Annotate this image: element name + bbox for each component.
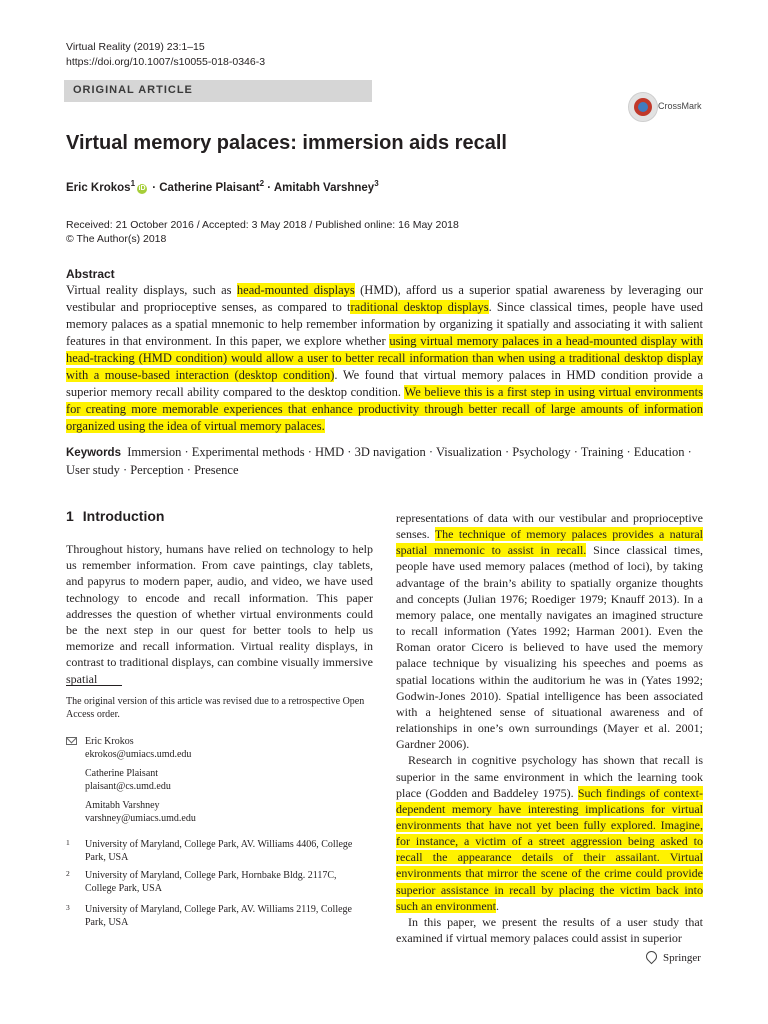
contact-block bbox=[85, 767, 171, 793]
highlighted-text[interactable]: using virtual memory palaces in a head-mounted display with head-tracking (HMD condition) would allow a user to better recall information than when using a traditional desktop display with a mouse-based interaction (desktop condition) bbox=[66, 334, 703, 382]
author-name[interactable]: Catherine Plaisant bbox=[159, 181, 260, 194]
affiliation-marker: 1 bbox=[130, 179, 136, 188]
crossmark-label: CrossMark bbox=[658, 101, 702, 111]
affiliation-number: 2 bbox=[66, 869, 70, 878]
section-number: 1 bbox=[66, 508, 74, 524]
contact-email[interactable]: varshney@umiacs.umd.edu bbox=[85, 813, 196, 824]
body-text: Research in cognitive psychology has shown that recall is superior in the same environment in which the learning took place (Godden and Baddeley 1975). bbox=[396, 753, 703, 800]
affiliation: University of Maryland, College Park, AV. Williams 2119, College Park, USA bbox=[85, 904, 352, 928]
footnote-divider bbox=[66, 685, 122, 686]
intro-paragraph: Throughout history, humans have relied on technology to help us remember information. From cave paintings, clay tablets, and papyrus to modern paper, audio, and video, we have used technology to encode and recall information. This paper addresses the question of whether virtual environments could be the next step in our quest for better tools to help us memorize and recall information. Virtual reality displays, in contrast to traditional displays, can combine visually immersive spatial bbox=[66, 542, 373, 686]
contact-email[interactable]: plaisant@cs.umd.edu bbox=[85, 781, 171, 792]
abstract-text: (HMD), afford us a superior spatial awareness by leveraging our vestibular and proprioceptive senses, as compared to t bbox=[66, 283, 703, 314]
body-text: representations of data with our vestibular and proprioceptive senses. bbox=[396, 511, 703, 542]
crossmark-icon bbox=[628, 92, 658, 122]
affiliation-marker: 3 bbox=[374, 179, 379, 188]
author-separator: · bbox=[264, 181, 274, 194]
publisher-logo bbox=[646, 951, 701, 964]
highlighted-text[interactable]: head-mounted displays bbox=[236, 283, 355, 297]
highlighted-text[interactable]: The technique of memory palaces provides a natural spatial mnemonic to assist in recall. bbox=[396, 527, 703, 558]
contact-block bbox=[85, 735, 191, 761]
author-name[interactable]: Amitabh Varshney bbox=[273, 181, 375, 194]
doi-link[interactable]: https://doi.org/10.1007/s10055-018-0346-3 bbox=[66, 56, 266, 68]
body-paragraph bbox=[396, 752, 703, 914]
article-title: Virtual memory palaces: immersion aids recall bbox=[66, 132, 507, 154]
abstract-heading: Abstract bbox=[66, 267, 115, 281]
author-list bbox=[66, 179, 379, 194]
highlighted-text[interactable]: We believe this is a first step in using virtual environments for creating more memorable experiences that enhance productivity through better recall of large amounts of information organized using the idea of virtual memory palaces. bbox=[66, 385, 703, 433]
date-history: Received: 21 October 2016 / Accepted: 3 May 2018 / Published online: 16 May 2018 bbox=[66, 219, 459, 231]
contact-name: Catherine Plaisant bbox=[85, 768, 159, 779]
publication-dates bbox=[66, 218, 459, 246]
abstract-text: . Since classical times, people have used memory palaces as a spatial mnemonic to help remember information by organizing it spatially and associating it with salient features in that environment. In this paper, we explore whether bbox=[66, 300, 704, 348]
orcid-icon[interactable]: iD bbox=[138, 184, 146, 192]
crossmark-badge[interactable] bbox=[628, 92, 708, 122]
affiliation: University of Maryland, College Park, AV. Williams 4406, College Park, USA bbox=[85, 839, 353, 863]
body-text: . bbox=[495, 898, 499, 913]
revision-note: The original version of this article was revised due to a retrospective Open Access order. bbox=[66, 696, 365, 720]
journal-citation: Virtual Reality (2019) 23:1–15 bbox=[66, 41, 205, 53]
keywords-label: Keywords bbox=[66, 447, 121, 459]
author-name[interactable]: Eric Krokos bbox=[66, 181, 131, 194]
envelope-icon bbox=[66, 737, 77, 745]
affiliation-marker: 2 bbox=[259, 179, 265, 188]
keywords-list: Immersion · Experimental methods · HMD · 3D navigation · Visualization · Psychology · Training · Education · User study · Perception · Presence bbox=[66, 445, 692, 477]
affiliation-number: 3 bbox=[66, 903, 70, 912]
affiliation: University of Maryland, College Park, Hornbake Bldg. 2117C, College Park, USA bbox=[85, 870, 337, 894]
right-column bbox=[396, 510, 703, 946]
publisher-name: Springer bbox=[663, 952, 701, 964]
contact-name: Amitabh Varshney bbox=[85, 800, 160, 811]
affiliation-number: 1 bbox=[66, 838, 70, 847]
body-paragraph bbox=[396, 510, 703, 752]
abstract-text: . We found that virtual memory palaces in HMD condition provide a superior memory recall ability compared to the desktop condition. bbox=[66, 368, 703, 399]
section-title: Introduction bbox=[82, 508, 165, 524]
section-heading bbox=[66, 508, 173, 524]
author-separator: · bbox=[149, 181, 160, 194]
springer-horse-icon bbox=[644, 949, 660, 965]
contact-email[interactable]: ekrokos@umiacs.umd.edu bbox=[85, 749, 192, 760]
article-type-banner bbox=[64, 80, 372, 102]
contact-block bbox=[85, 799, 196, 825]
keywords bbox=[66, 444, 703, 479]
contact-name: Eric Krokos bbox=[85, 736, 134, 747]
copyright-line: © The Author(s) 2018 bbox=[66, 233, 167, 245]
abstract-text: Virtual reality displays, such as bbox=[66, 283, 237, 297]
body-paragraph: In this paper, we present the results of a user study that examined if virtual memory palaces could assist in superior bbox=[396, 914, 703, 946]
highlighted-text[interactable]: raditional desktop displays bbox=[350, 300, 489, 314]
journal-header bbox=[66, 40, 265, 70]
body-text: Since classical times, people have used memory palaces (method of loci), by taking advantage of the brain’s ability to spatially organize thoughts and concepts (Julian 1976; Roediger 1979; Knauff 2013). In a memory palace, one mentally navigates an imagined structure to recall information (Yates 1992; Harman 2001). Even the Roman orator Cicero is believed to have used the memory palace technique by visualizing his speeches and poems as spatial locations within the auditorium he was in (Yates 1992; Godwin-Jones 2010). Spatial intelligence has been associated with a heightened sense of situational awareness and of relationships in one’s own surroundings (Mayer et al. 2001; Gardner 2006). bbox=[396, 543, 703, 752]
article-type-label: ORIGINAL ARTICLE bbox=[73, 84, 193, 96]
abstract-body bbox=[66, 282, 703, 435]
highlighted-text[interactable]: Such findings of context-dependent memory have interesting implications for virtual environments that have not yet been fully explored. Imagine, for instance, a victim of a street aggression being asked to recall the appearance details of their assailant. Virtual environments that mirror the scene of the crime could provide superior assistance in recall by placing the victim back into such an environment bbox=[396, 785, 703, 913]
